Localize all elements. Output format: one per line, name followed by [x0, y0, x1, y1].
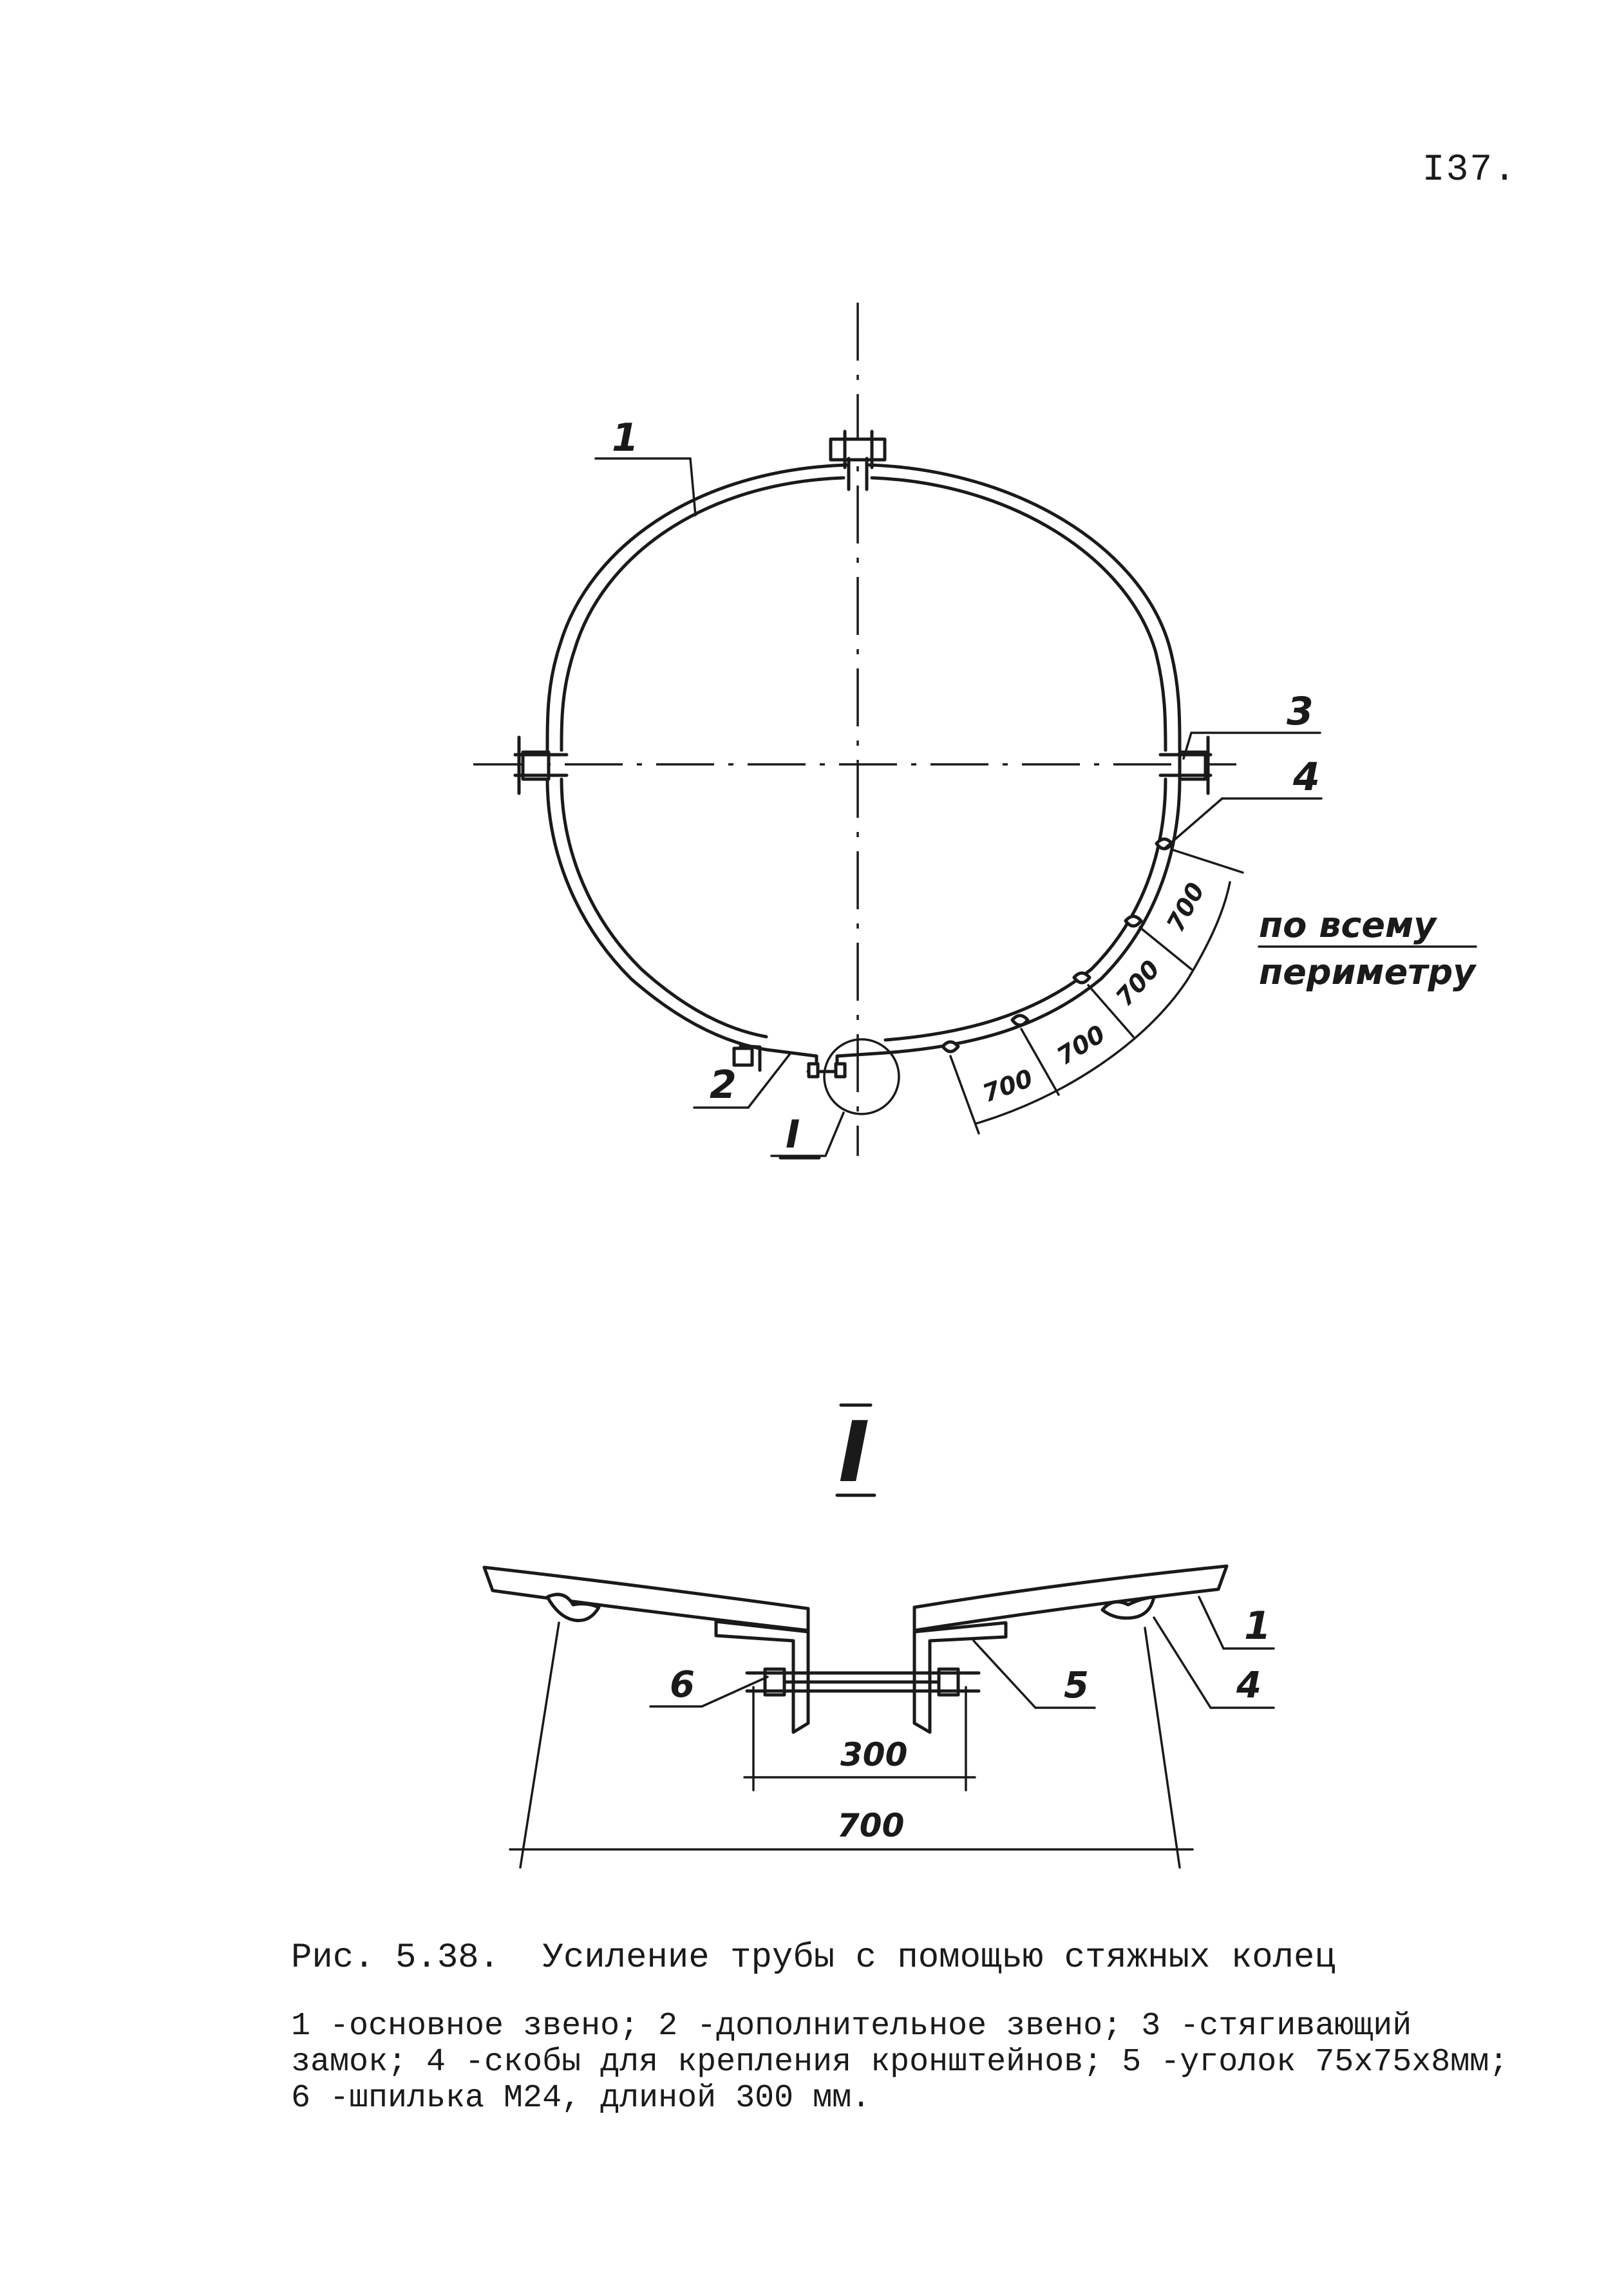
dim-700-label: 700	[837, 1807, 905, 1844]
dim-300-label: 300	[840, 1736, 908, 1773]
figure-legend: 1 -основное звено; 2 -дополнительное звено; 3 -стягивающий замок; 4 -скобы для крепления кронштейнов; 5 -уголок 75x75x8мм; 6 -шпилька М24, длиной 300 мм.	[291, 2008, 1509, 2117]
label-bracket-clips: 4	[1293, 755, 1320, 800]
detail-view	[484, 1403, 1274, 1867]
label-stud: 6	[670, 1664, 695, 1706]
label-detail-marker: I	[786, 1112, 800, 1157]
left-angle	[716, 1621, 808, 1732]
label-clip-4: 4	[1236, 1665, 1261, 1706]
section-title: I	[838, 1403, 870, 1501]
caption-title-row	[291, 1938, 1553, 1978]
figure-caption	[291, 1938, 1553, 2117]
additional-lock	[734, 1046, 760, 1070]
page-number: I37.	[1422, 149, 1517, 191]
figure-title: Усиление трубы с помощью стяжных колец	[542, 1938, 1336, 1978]
top-lock	[831, 431, 885, 489]
right-plate	[914, 1566, 1227, 1630]
figure-number: Рис. 5.38.	[291, 1938, 500, 1978]
label-main-link-detail: 1	[1244, 1603, 1271, 1649]
arc-dim-1: 700	[979, 1063, 1037, 1108]
ring-view	[473, 303, 1477, 1158]
label-angle: 5	[1064, 1665, 1089, 1706]
label-perimeter-line1: по всему	[1259, 905, 1437, 945]
arc-dim-4: 700	[1161, 878, 1211, 937]
stud	[747, 1669, 979, 1695]
left-plate	[484, 1567, 808, 1630]
callouts	[596, 415, 1477, 1158]
label-additional-link: 2	[710, 1063, 737, 1108]
right-angle	[914, 1623, 1006, 1732]
arc-dim-3: 700	[1109, 954, 1166, 1012]
bracket-clips	[943, 839, 1172, 1052]
left-lock	[515, 737, 567, 793]
label-main-link: 1	[612, 415, 639, 460]
arc-dim-2: 700	[1052, 1019, 1111, 1071]
dim-300	[744, 1687, 975, 1790]
label-perimeter-line2: периметру	[1259, 952, 1476, 992]
arc-dimension	[950, 850, 1243, 1133]
label-tightening-lock: 3	[1287, 689, 1314, 734]
main-ring	[547, 465, 1180, 1053]
